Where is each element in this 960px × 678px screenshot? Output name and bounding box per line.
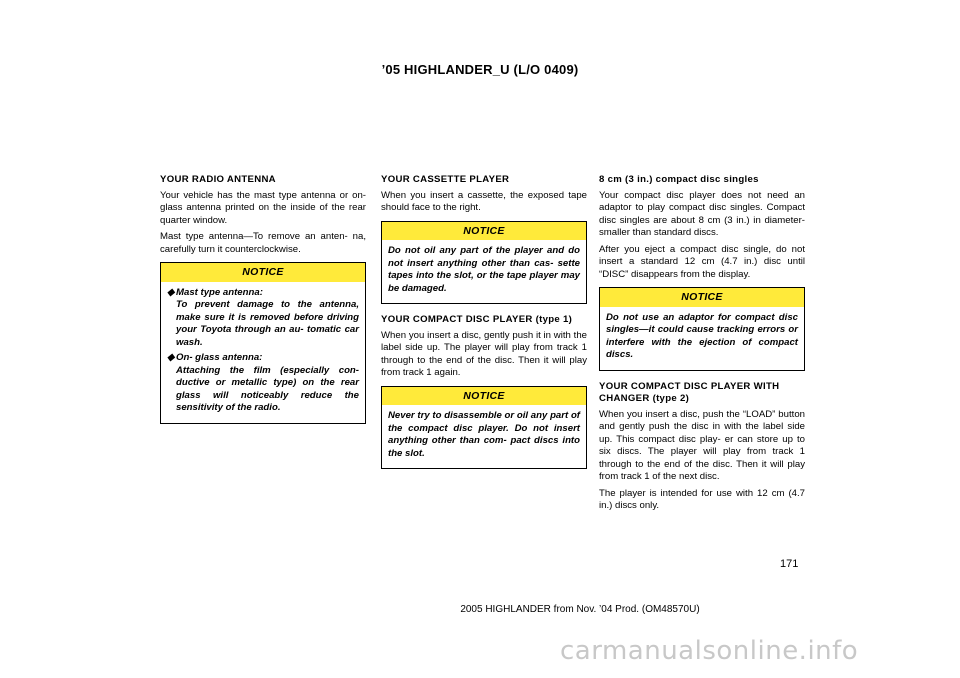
notice-label: NOTICE — [382, 387, 586, 406]
notice-bullet-title: On- glass antenna: — [176, 352, 263, 363]
notice-body — [382, 405, 586, 468]
notice-body — [382, 240, 586, 303]
notice-box — [599, 287, 805, 371]
notice-bullet-title: Mast type antenna: — [176, 286, 263, 298]
notice-label: NOTICE — [161, 263, 365, 282]
paragraph: When you insert a disc, gently push it in with the label side up. The player will play from track 1 through to the end of the disc. Then it will play from track 1 again. — [381, 329, 587, 378]
section-heading-radio-antenna: YOUR RADIO ANTENNA — [160, 174, 276, 185]
section-heading-cd-singles: 8 cm (3 in.) compact disc singles — [599, 174, 759, 185]
paragraph: Your vehicle has the mast type antenna or on- glass antenna printed on the inside of the rear quarter window. — [160, 189, 366, 226]
column-radio-antenna — [160, 174, 366, 434]
section-heading-cd-changer-type2: YOUR COMPACT DISC PLAYER WITH CHANGER (type 2) — [599, 380, 780, 404]
notice-body — [161, 282, 365, 423]
diamond-bullet-icon: ◆ — [167, 286, 175, 298]
watermark: carmanualsonline.info — [560, 636, 859, 666]
paragraph: Your compact disc player does not need an adaptor to play compact disc singles. Compact disc singles are about 8 cm (3 in.) in diameter- smaller than standard discs. — [599, 189, 805, 238]
paragraph: The player is intended for use with 12 cm (4.7 in.) discs only. — [599, 487, 805, 511]
notice-box — [160, 262, 366, 424]
paragraph: When you insert a disc, push the “LOAD” button and gently push the disc in with the label side up. This compact disc play- er can store up to six discs. The player will play from track 1 through to the end of the disc. Then it will play from track 1 of the next disc. — [599, 408, 805, 482]
notice-label: NOTICE — [600, 288, 804, 307]
notice-bullet — [167, 352, 359, 415]
notice-bullet-text: Attaching the film (especially con- ductive or metallic type) on the rear glass will noticeably reduce the sensitivity of the radio. — [176, 364, 359, 413]
page-header: ’05 HIGHLANDER_U (L/O 0409) — [381, 62, 579, 77]
paragraph: When you insert a cassette, the exposed tape should face to the right. — [381, 189, 587, 213]
diamond-bullet-icon: ◆ — [167, 352, 175, 363]
column-cassette-cd — [381, 174, 587, 479]
notice-text: Never try to disassemble or oil any part of the compact disc player. Do not insert anything other than com- pact discs into the slot. — [388, 410, 580, 459]
paragraph: After you eject a compact disc single, do not insert a standard 12 cm (4.7 in.) disc until “DISC” disappears from the display. — [599, 243, 805, 280]
column-cd-singles-changer — [599, 174, 805, 517]
section-heading-cassette-player: YOUR CASSETTE PLAYER — [381, 174, 510, 185]
notice-label: NOTICE — [382, 222, 586, 241]
page-number: 171 — [780, 558, 799, 570]
notice-bullet — [167, 287, 359, 350]
notice-body — [600, 307, 804, 370]
notice-text: Do not oil any part of the player and do not insert anything other than cas- sette tapes into the slot, or the tape player may be damaged. — [388, 245, 580, 294]
notice-box — [381, 221, 587, 305]
notice-text: Do not use an adaptor for compact disc singles—it could cause tracking errors or interfere with the ejection of compact discs. — [606, 311, 798, 360]
section-heading-cd-player-type1: YOUR COMPACT DISC PLAYER (type 1) — [381, 314, 573, 325]
paragraph: Mast type antenna—To remove an anten- na, carefully turn it counterclockwise. — [160, 231, 366, 255]
notice-bullet-text: To prevent damage to the antenna, make sure it is removed before driving your Toyota through an au- tomatic car wash. — [176, 299, 359, 348]
page-footer: 2005 HIGHLANDER from Nov. ’04 Prod. (OM48570U) — [460, 604, 700, 615]
notice-box — [381, 386, 587, 470]
